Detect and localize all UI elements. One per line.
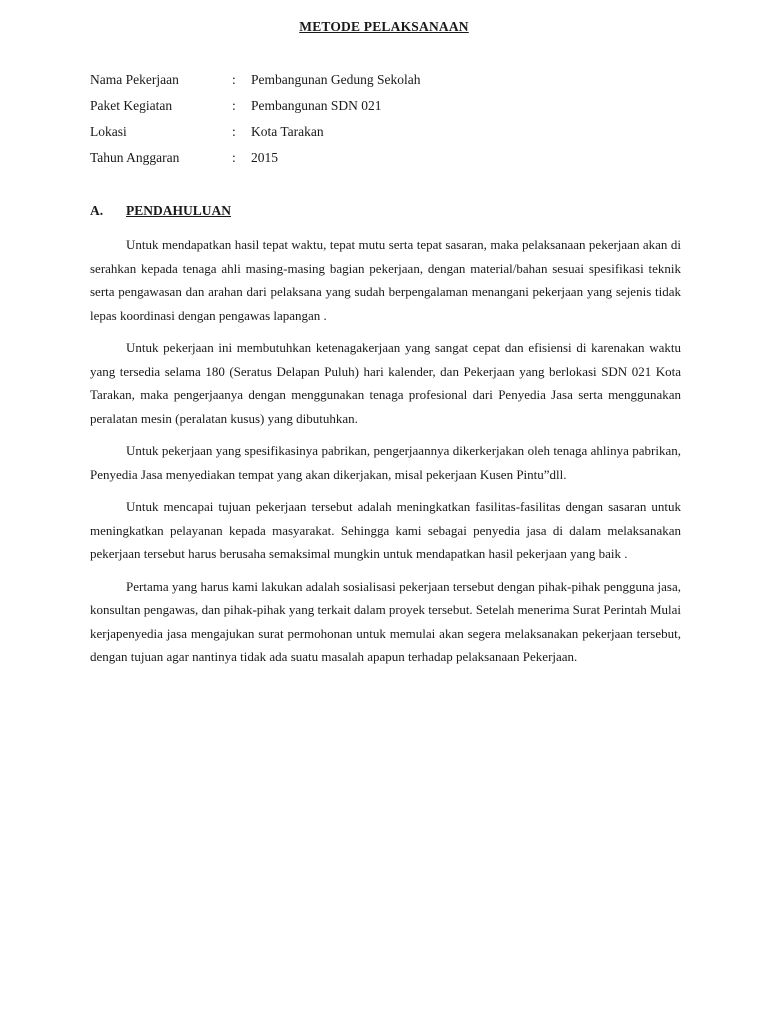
info-value: Kota Tarakan [251,124,324,139]
paragraph: Untuk pekerjaan ini membutuhkan ketenagakerjaan yang sangat cepat dan efisiensi di karenakan waktu yang tersedia selama 180 (Seratus Delapan Puluh) hari kalender, dan Pekerjaan yang berlokasi SDN 021 Kota Tarakan, maka pengerjaanya dengan menggunakan tenaga profesional dari Penyedia Jasa serta menggunakan peralatan mesin (peralatan kusus) yang dibutuhkan. [90,340,681,426]
info-label: Nama Pekerjaan [90,72,179,87]
info-label: Paket Kegiatan [90,98,173,113]
info-label: Tahun Anggaran [90,150,180,165]
paragraph: Pertama yang harus kami lakukan adalah sosialisasi pekerjaan tersebut dengan pihak-pihak pengguna jasa, konsultan pengawas, dan pihak-pihak yang terkait dalam proyek tersebut. Setelah menerima Surat Perintah Mulai kerjapenyedia jasa mengajukan surat permohonan untuk memulai akan segera melaksanakan pekerjaan tersebut, dengan tujuan agar nantinya tidak ada suatu masalah apapun terhadap pelaksanaan Pekerjaan. [90,578,681,664]
info-colon: : [232,72,236,87]
paragraph: Untuk mencapai tujuan pekerjaan tersebut adalah meningkatkan fasilitas-fasilitas dengan sasaran untuk meningkatkan pelayanan kepada masyarakat. Sehingga kami sebagai penyedia jasa di dalam melaksanakan pekerjaan tersebut harus berusaha semaksimal mungkin untuk mendapatkan hasil pekerjaan yang baik . [90,499,681,561]
info-value: Pembangunan Gedung Sekolah [251,72,421,87]
paragraph: Untuk pekerjaan yang spesifikasinya pabrikan, pengerjaannya dikerkerjakan oleh tenaga ahlinya pabrikan, Penyedia Jasa menyediakan tempat yang akan dikerjakan, misal pekerjaan Kusen Pintu”dll. [90,443,681,482]
section-title: PENDAHULUAN [126,203,232,218]
document-title: METODE PELAKSANAAN [299,19,469,34]
info-colon: : [232,124,236,139]
info-colon: : [232,98,236,113]
section-number: A. [90,203,104,218]
info-value: 2015 [251,150,278,165]
paragraph: Untuk mendapatkan hasil tepat waktu, tepat mutu serta tepat sasaran, maka pelaksanaan pekerjaan akan di serahkan kepada tenaga ahli masing-masing bagian pekerjaan, dengan material/bahan sesuai spesifikasi teknik serta pengawasan dan arahan dari pelaksana yang sudah berpengalaman menangani pekerjaan yang sejenis tidak lepas koordinasi dengan pengawas lapangan . [90,237,681,323]
info-label: Lokasi [90,124,127,139]
section-body [90,233,681,678]
info-value: Pembangunan SDN 021 [251,98,382,113]
info-colon: : [232,150,236,165]
